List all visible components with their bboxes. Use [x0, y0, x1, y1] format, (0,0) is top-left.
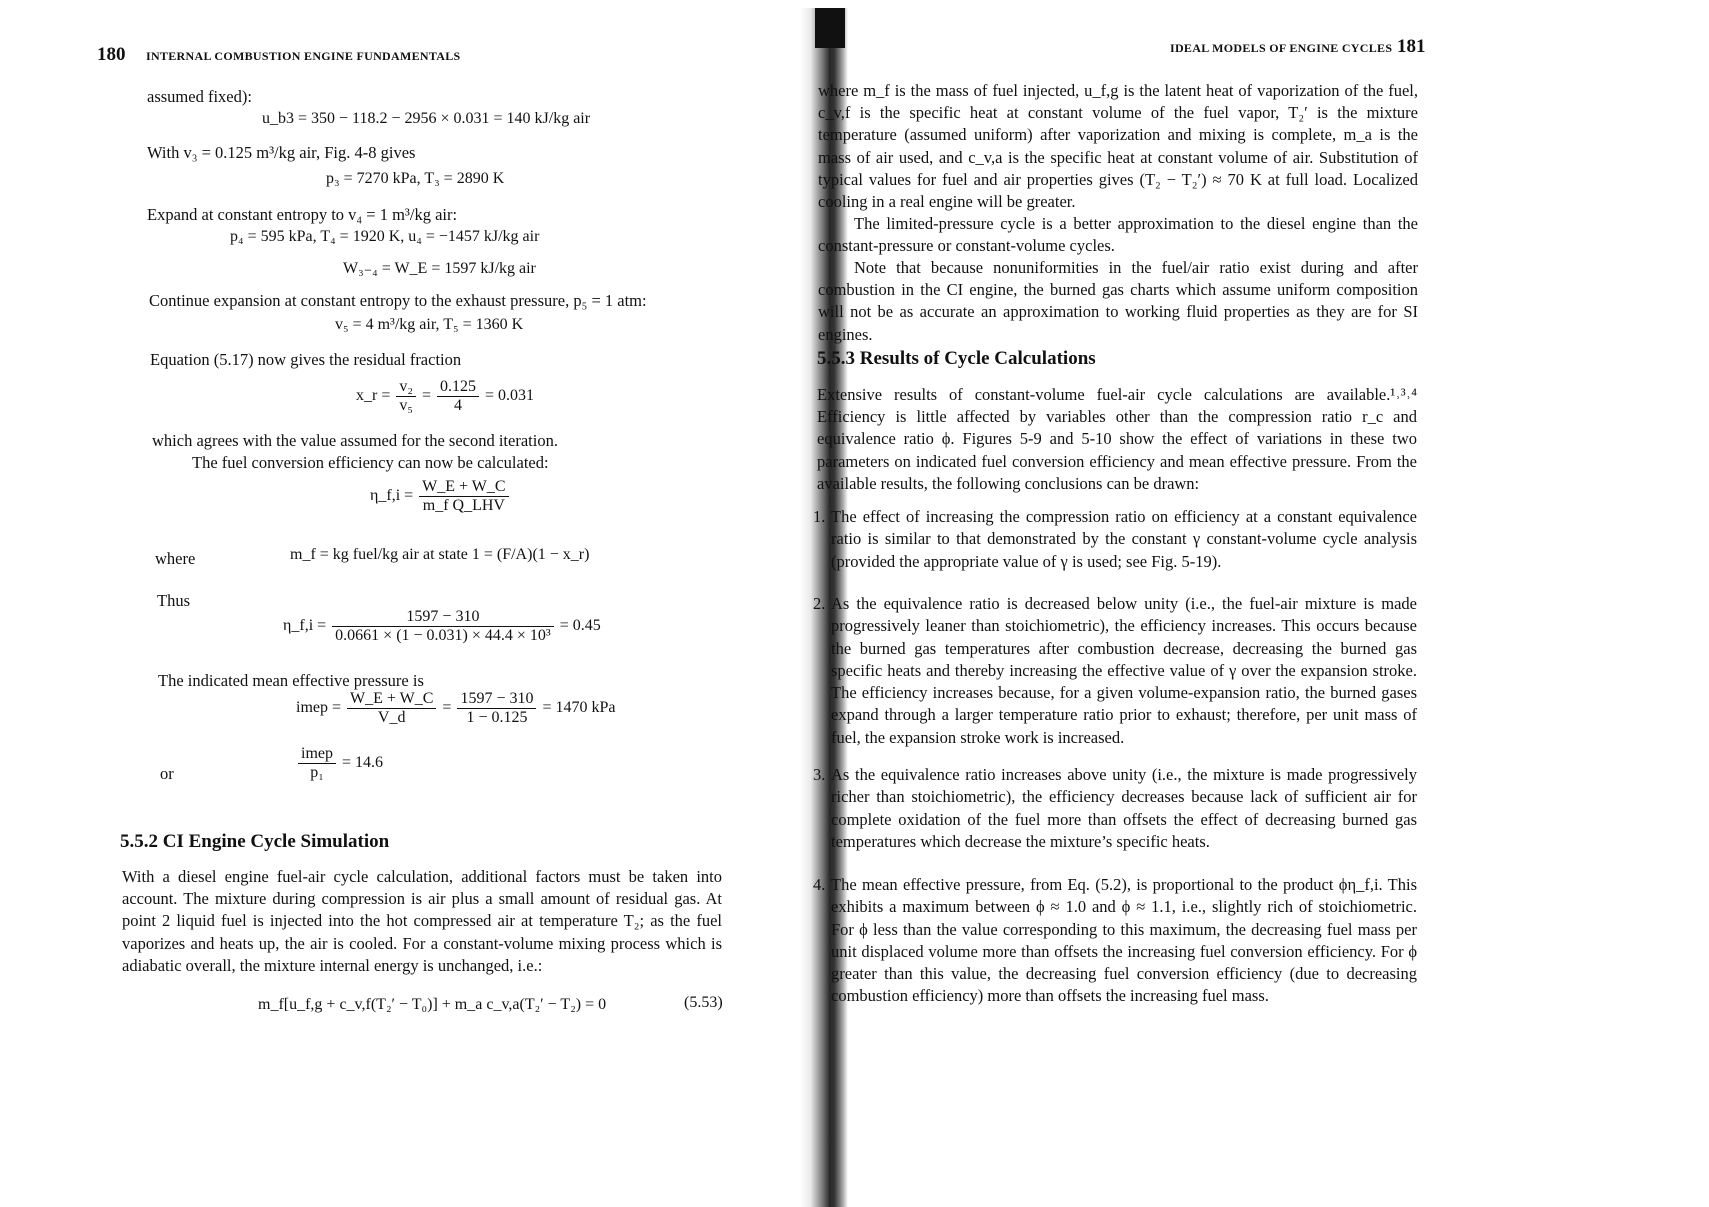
- text-line: assumed fixed):: [147, 87, 252, 106]
- numerator: W_E + W_C: [419, 478, 508, 497]
- fraction: [437, 378, 479, 415]
- list-text: The mean effective pressure, from Eq. (5.2), is proportional to the product ϕη_f,i. This exhibits a maximum between ϕ ≈ 1.0 and ϕ ≈ 1.1, i.e., slightly rich of stoichiometric. For ϕ less than the value corresponding to this maximum, the decreasing fuel mass per unit displaced volume more than offsets the increasing fuel conversion efficiency. For ϕ greater than this value, the decreasing fuel conversion efficiency (due to decreasing combustion efficiency) more than offsets the increasing fuel mass.: [831, 875, 1417, 1006]
- eq-rhs: = 1470 kPa: [542, 699, 616, 717]
- list-item: [813, 874, 1417, 1008]
- text-line: Expand at constant entropy to v₄ = 1 m³/kg air:: [147, 205, 458, 224]
- right-page: [813, 0, 1709, 1207]
- eq-rhs: = 0.031: [484, 387, 534, 405]
- equation-p4: p₄ = 595 kPa, T₄ = 1920 K, u₄ = −1457 kJ/kg air: [230, 228, 540, 245]
- eq-lhs: η_f,i =: [283, 617, 327, 635]
- list-text: The effect of increasing the compression ratio on efficiency at a constant equivalence ratio is similar to that demonstrated by the constant γ constant-volume cycle analysis (provided the appropriate value of γ is used; see Fig. 5-19).: [831, 507, 1417, 571]
- fraction: [396, 378, 416, 415]
- fraction: [347, 690, 436, 727]
- text-line: The indicated mean effective pressure is: [158, 671, 424, 690]
- list-item: [813, 506, 1417, 573]
- denominator: v₅: [399, 397, 413, 414]
- book-gutter-top: [815, 8, 845, 48]
- text-line: With v₃ = 0.125 m³/kg air, Fig. 4-8 gives: [147, 143, 416, 162]
- paragraph-1: where m_f is the mass of fuel injected, u_f,g is the latent heat of vaporization of the fuel, c_v,f is the specific heat at constant volume of the fuel vapor, T₂′ is the mixture temperature (assumed uniform) after vaporization and mixing is complete, m_a is the mass of air used, and c_v,a is the specific heat at constant volume of air. Substitution of typical values for fuel and air properties gives (T₂ − T₂′) ≈ 70 K at full load. Localized cooling in a real engine will be greater.: [818, 81, 1418, 212]
- equation-eta2: [283, 608, 601, 645]
- fraction: [298, 745, 336, 782]
- text-line: Thus: [157, 591, 190, 610]
- section-heading-553: 5.5.3 Results of Cycle Calculations: [817, 348, 1096, 369]
- paragraph-3: Note that because nonuniformities in the fuel/air ratio exist during and after combustion in the CI engine, the burned gas charts which assume uniform composition will not be as accurate an approximation to working fluid properties as they are for SI engines.: [818, 258, 1418, 344]
- eq-rhs: = 0.45: [559, 617, 601, 635]
- equation-mf: m_f = kg fuel/kg air at state 1 = (F/A)(1 − x_r): [290, 546, 590, 563]
- equation-xr: x_r = $\frac{\text{v₂}}{\text{v₅}}$ = $\frac{0.125}{4}$ = 0.031: [356, 378, 534, 414]
- eq-lhs: imep =: [296, 699, 342, 717]
- paragraph-552: With a diesel engine fuel-air cycle calculation, additional factors must be taken into account. The mixture during compression is air plus a small amount of residual gas. At point 2 liquid fuel is injected into the hot compressed air at temperature T₂; as the fuel vaporizes and heats up, the air is cooled. For a constant-volume mixing process which is adiabatic overall, the mixture internal energy is unchanged, i.e.:: [122, 867, 722, 975]
- equation-eta: [370, 478, 511, 515]
- section-heading-552: 5.5.2 CI Engine Cycle Simulation: [120, 831, 390, 852]
- equation-number-553: (5.53): [684, 994, 723, 1011]
- list-text: As the equivalence ratio is decreased below unity (i.e., the fuel-air mixture is made progressively leaner than stoichiometric), the efficiency increases. This occurs because the burned gas temperatures after combustion decrease, decreasing the burned gas specific heats and thereby increasing the effective value of γ over the expansion stroke. The efficiency increases because, for a given volume-expansion ratio, the burned gases expand through a larger temperature ratio prior to exhaust; therefore, per unit mass of fuel, the expansion stroke work is increased.: [831, 594, 1417, 747]
- numerator: imep: [298, 745, 336, 764]
- numerator: 0.125: [437, 378, 479, 397]
- paragraph-4: Extensive results of constant-volume fuel-air cycle calculations are available.¹˒³˒⁴ Efficiency is little affected by variables other than the compression ratio r_c and equivalence ratio ϕ. Figures 5-9 and 5-10 show the effect of variations in these two parameters on indicated fuel conversion efficiency and mean effective pressure. From the available results, the following conclusions can be drawn:: [817, 385, 1417, 493]
- list-item: [813, 764, 1417, 853]
- text-line: Continue expansion at constant entropy to the exhaust pressure, p₅ = 1 atm:: [149, 291, 647, 310]
- fraction: [419, 478, 508, 515]
- list-number: 3.: [813, 765, 826, 784]
- denominator: 1 − 0.125: [466, 709, 528, 726]
- text-line: where: [155, 549, 196, 568]
- denominator: m_f Q_LHV: [422, 497, 505, 514]
- numerator: 1597 − 310: [457, 690, 536, 709]
- text-line: which agrees with the value assumed for the second iteration.: [152, 431, 558, 450]
- equation-w34: W₃₋₄ = W_E = 1597 kJ/kg air: [343, 260, 536, 277]
- equation-imep: imep = $\frac{W\_E + W\_C}{V\_d}$ = $\frac{1597 - 310}{1 - 0.125}$ = 1470 kPa: [296, 690, 616, 726]
- list-number: 2.: [813, 594, 826, 613]
- equation-ub3: u_b3 = 350 − 118.2 − 2956 × 0.031 = 140 kJ/kg air: [262, 110, 591, 127]
- text-line: The fuel conversion efficiency can now be calculated:: [192, 453, 549, 472]
- denominator: p₁: [310, 764, 324, 781]
- equation-553: m_f[u_f,g + c_v,f(T₂′ − T₀)] + m_a c_v,a(T₂′ − T₂) = 0: [258, 996, 607, 1013]
- equation-v5: v₅ = 4 m³/kg air, T₅ = 1360 K: [335, 316, 524, 333]
- numerator: 1597 − 310: [332, 608, 554, 627]
- running-head-right: IDEAL MODELS OF ENGINE CYCLES: [1170, 41, 1393, 55]
- fraction: [332, 608, 554, 645]
- running-head-left: INTERNAL COMBUSTION ENGINE FUNDAMENTALS: [146, 49, 461, 63]
- left-page: [0, 0, 820, 1207]
- fraction: [457, 690, 536, 727]
- denominator: 0.0661 × (1 − 0.031) × 44.4 × 10³: [335, 627, 551, 644]
- numerator: v₂: [396, 378, 416, 397]
- paragraph-2: The limited-pressure cycle is a better approximation to the diesel engine than the constant-pressure or constant-volume cycles.: [818, 214, 1418, 256]
- eq-lhs: x_r =: [356, 387, 391, 405]
- eq-rhs: = 14.6: [342, 754, 384, 772]
- eq-lhs: η_f,i =: [370, 487, 414, 505]
- page-number-left: 180: [97, 44, 126, 65]
- denominator: 4: [453, 397, 462, 414]
- equation-ratio: [296, 745, 383, 782]
- page-number-right: 181: [1397, 36, 1426, 57]
- list-number: 4.: [813, 875, 826, 894]
- numerator: W_E + W_C: [347, 690, 436, 709]
- list-text: As the equivalence ratio increases above unity (i.e., the mixture is made progressively richer than stoichiometric), the efficiency decreases because lack of sufficient air for complete oxidation of the fuel more than offsets the effect of decreasing burned gas temperatures which decrease the mixture’s specific heats.: [831, 765, 1417, 851]
- text-line: or: [160, 764, 174, 783]
- list-item: [813, 593, 1417, 749]
- text-line: Equation (5.17) now gives the residual fraction: [150, 350, 462, 369]
- list-number: 1.: [813, 507, 826, 526]
- equation-p3: p₃ = 7270 kPa, T₃ = 2890 K: [326, 170, 505, 187]
- denominator: V_d: [377, 709, 406, 726]
